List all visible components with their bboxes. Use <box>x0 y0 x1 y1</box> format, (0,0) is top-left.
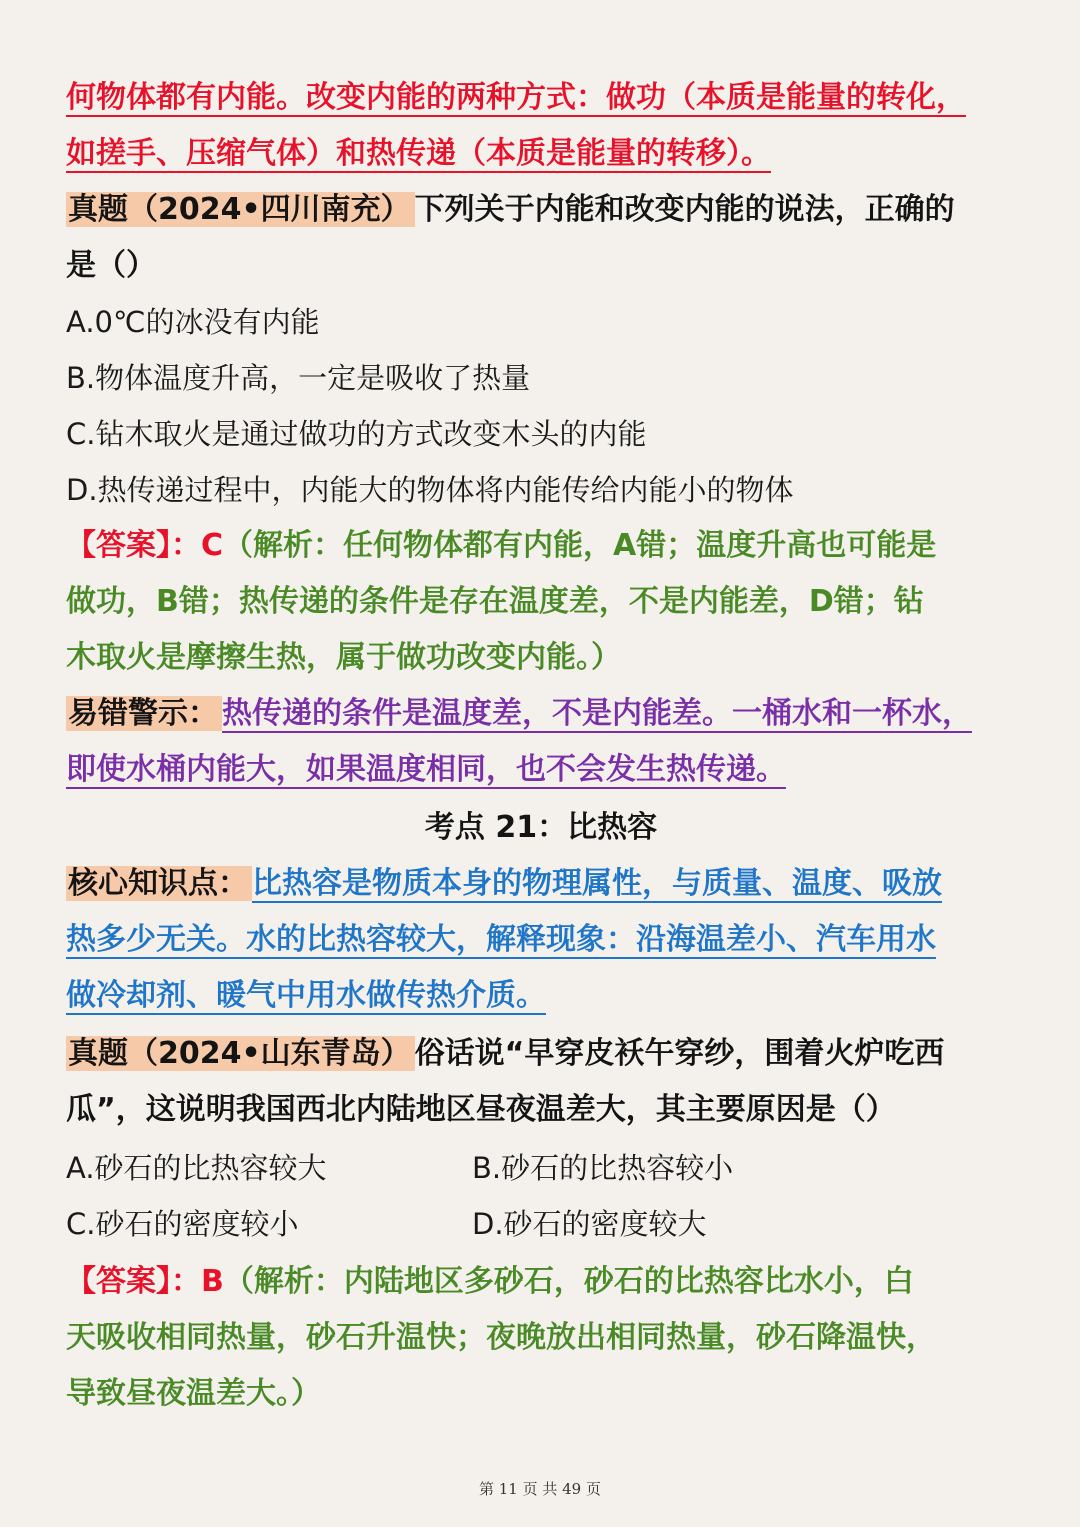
question-2-stem-line-1: 真题（2024•山东青岛） 俗话说“早穿皮袄午穿纱，围着火炉吃西 <box>68 1036 945 1071</box>
intro-line-2: 如搓手、压缩气体）和热传递（本质是能量的转移）。 <box>66 136 771 171</box>
question-1-option-a: A.0℃的冰没有内能 <box>66 305 320 339</box>
question-2-answer-line-2: 天吸收相同热量，砂石升温快；夜晚放出相同热量，砂石降温快， <box>66 1320 936 1355</box>
page-number-footer: 第 11 页 共 49 页 <box>478 1480 601 1498</box>
warning-line-2: 即使水桶内能大，如果温度相同，也不会发生热传递。 <box>66 752 786 787</box>
question-2-option-d: D.砂石的密度较大 <box>472 1207 707 1241</box>
question-1-answer-tag: 【答案】：C <box>66 528 224 563</box>
question-2-option-b: B.砂石的比热容较小 <box>472 1151 734 1185</box>
core-knowledge-tag: 核心知识点： <box>66 866 252 901</box>
question-1-stem-line-2: 是（） <box>66 248 156 283</box>
question-1-option-b: B.物体温度升高，一定是吸收了热量 <box>66 361 531 395</box>
question-2-option-c: C.砂石的密度较小 <box>66 1207 299 1241</box>
intro-line-1: 何物体都有内能。改变内能的两种方式：做功（本质是能量的转化， <box>66 80 966 115</box>
warning-line-1: 易错警示： 热传递的条件是温度差，不是内能差。一桶水和一杯水， <box>68 696 972 731</box>
core-knowledge-line-2: 热多少无关。水的比热容较大，解释现象：沿海温差小、汽车用水 <box>66 922 936 957</box>
question-1-answer-line-3: 木取火是摩擦生热，属于做功改变内能。） <box>66 640 621 675</box>
question-2-answer-line-3: 导致昼夜温差大。） <box>66 1376 321 1411</box>
core-knowledge-line-1: 核心知识点： 比热容是物质本身的物理属性，与质量、温度、吸放 <box>68 866 942 901</box>
question-2-tag: 真题（2024•山东青岛） <box>66 1036 415 1071</box>
question-1-tag: 真题（2024•四川南充） <box>66 192 415 227</box>
question-2-answer-tag: 【答案】：B <box>66 1264 224 1299</box>
section-title: 考点 21：比热容 <box>424 810 658 845</box>
question-1-option-c: C.钻木取火是通过做功的方式改变木头的内能 <box>66 417 647 451</box>
question-2-stem-line-2: 瓜”，这说明我国西北内陆地区昼夜温差大，其主要原因是（） <box>66 1092 896 1127</box>
question-2-answer-line-1: 【答案】：B（解析：内陆地区多砂石，砂石的比热容比水小，白 <box>66 1264 914 1299</box>
question-1-answer-line-2: 做功，B错；热传递的条件是存在温度差，不是内能差，D错；钻 <box>66 584 924 619</box>
warning-tag: 易错警示： <box>66 696 222 731</box>
question-1-option-d: D.热传递过程中，内能大的物体将内能传给内能小的物体 <box>66 473 794 507</box>
question-2-option-a: A.砂石的比热容较大 <box>66 1151 327 1185</box>
question-1-answer-line-1: 【答案】：C（解析：任何物体都有内能，A错；温度升高也可能是 <box>66 528 937 563</box>
question-1-stem-line-1: 真题（2024•四川南充） 下列关于内能和改变内能的说法，正确的 <box>68 192 955 227</box>
core-knowledge-line-3: 做冷却剂、暖气中用水做传热介质。 <box>66 978 546 1013</box>
